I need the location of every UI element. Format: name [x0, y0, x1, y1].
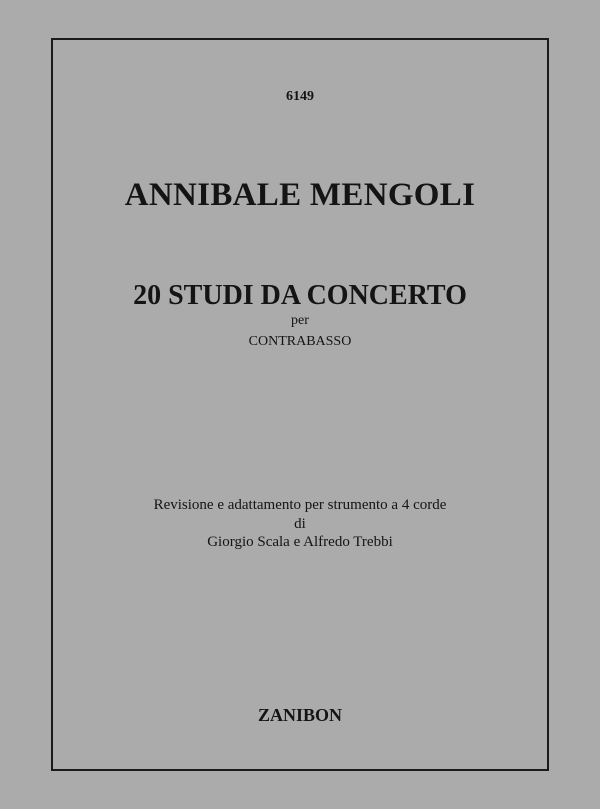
publisher-name: ZANIBON	[257, 705, 342, 725]
revision-note: Revisione e adattamento per strumento a 4 corde	[153, 497, 447, 513]
composer-name: ANNIBALE MENGOLI	[124, 177, 476, 213]
di-text: di	[294, 516, 306, 532]
editors-names: Giorgio Scala e Alfredo Trebbi	[207, 534, 393, 550]
per-text: per	[291, 313, 309, 328]
instrument-name: CONTRABASSO	[248, 334, 352, 349]
catalog-number: 6149	[286, 89, 314, 104]
cover-border-frame	[51, 38, 549, 771]
work-title: 20 STUDI DA CONCERTO	[133, 280, 467, 311]
